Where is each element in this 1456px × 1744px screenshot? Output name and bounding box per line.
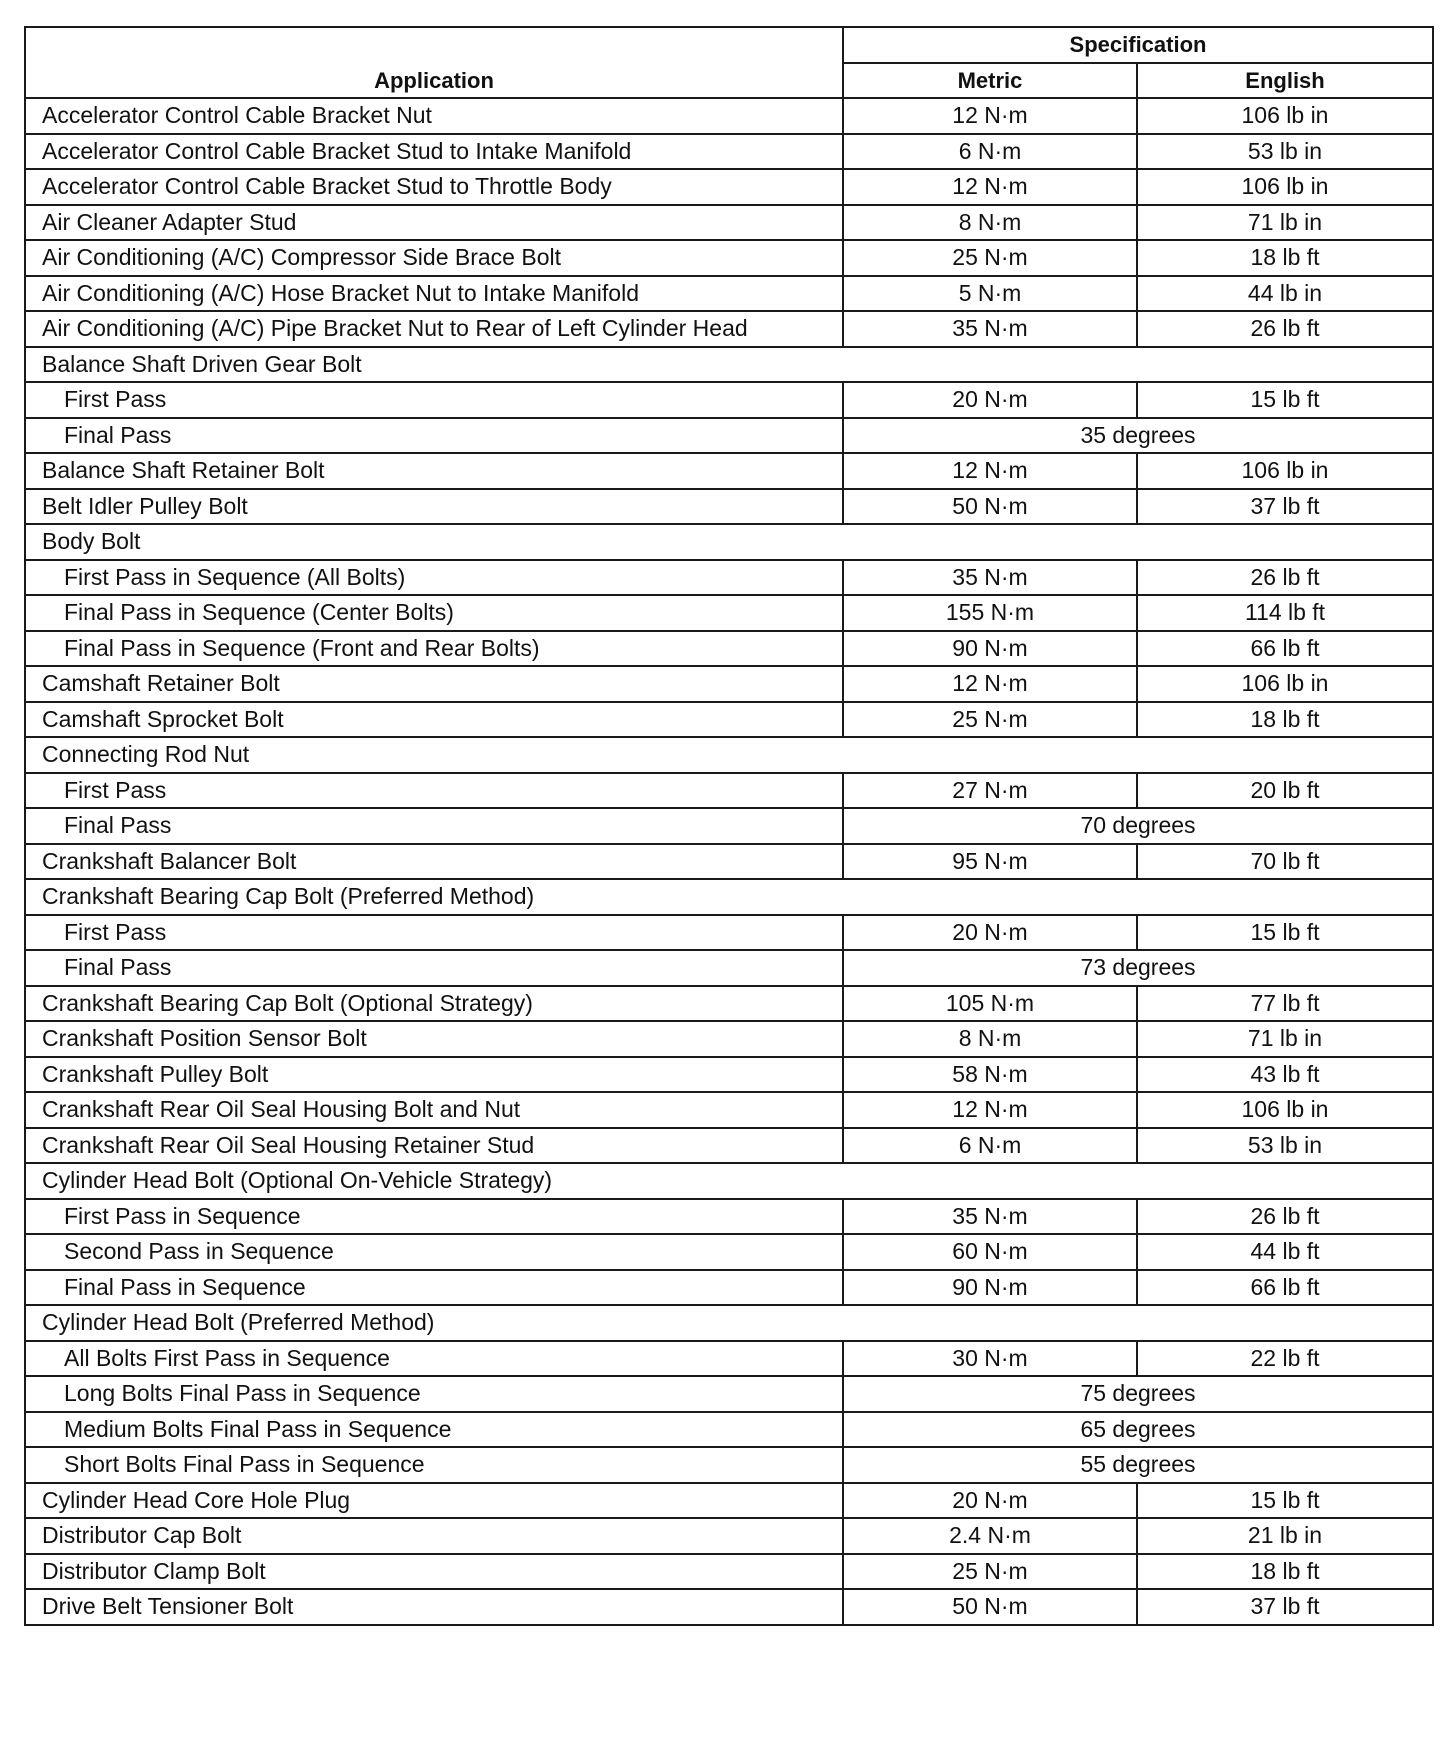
metric-cell: 95 N·m xyxy=(843,844,1137,880)
table-group-row xyxy=(25,1163,1433,1199)
application-cell: Final Pass in Sequence xyxy=(25,1270,843,1306)
english-cell: 26 lb ft xyxy=(1137,560,1433,596)
application-cell: Cylinder Head Core Hole Plug xyxy=(25,1483,843,1519)
metric-cell: 6 N·m xyxy=(843,134,1137,170)
english-cell: 26 lb ft xyxy=(1137,311,1433,347)
application-cell: Belt Idler Pulley Bolt xyxy=(25,489,843,525)
english-cell: 106 lb in xyxy=(1137,666,1433,702)
application-cell: Second Pass in Sequence xyxy=(25,1234,843,1270)
metric-cell: 12 N·m xyxy=(843,169,1137,205)
metric-cell: 90 N·m xyxy=(843,631,1137,667)
application-cell: Medium Bolts Final Pass in Sequence xyxy=(25,1412,843,1448)
application-cell: Accelerator Control Cable Bracket Stud to Intake Manifold xyxy=(25,134,843,170)
table-row xyxy=(25,1518,1433,1554)
metric-cell: 35 N·m xyxy=(843,1199,1137,1235)
application-cell: Crankshaft Position Sensor Bolt xyxy=(25,1021,843,1057)
metric-cell: 20 N·m xyxy=(843,382,1137,418)
table-row xyxy=(25,986,1433,1022)
metric-cell: 12 N·m xyxy=(843,1092,1137,1128)
application-cell: Accelerator Control Cable Bracket Nut xyxy=(25,98,843,134)
table-sub-row xyxy=(25,1412,1433,1448)
english-cell: 114 lb ft xyxy=(1137,595,1433,631)
english-cell: 20 lb ft xyxy=(1137,773,1433,809)
table-row xyxy=(25,1589,1433,1625)
metric-cell: 50 N·m xyxy=(843,1589,1137,1625)
metric-cell: 25 N·m xyxy=(843,702,1137,738)
table-sub-row xyxy=(25,560,1433,596)
application-cell: Crankshaft Pulley Bolt xyxy=(25,1057,843,1093)
angle-spec-cell: 70 degrees xyxy=(843,808,1433,844)
table-sub-row xyxy=(25,631,1433,667)
angle-spec-cell: 73 degrees xyxy=(843,950,1433,986)
metric-cell: 20 N·m xyxy=(843,1483,1137,1519)
table-group-row xyxy=(25,1305,1433,1341)
metric-cell: 20 N·m xyxy=(843,915,1137,951)
english-cell: 106 lb in xyxy=(1137,453,1433,489)
table-sub-row xyxy=(25,1270,1433,1306)
application-cell: Short Bolts Final Pass in Sequence xyxy=(25,1447,843,1483)
application-cell: Camshaft Sprocket Bolt xyxy=(25,702,843,738)
group-label: Balance Shaft Driven Gear Bolt xyxy=(25,347,1433,383)
application-cell: Distributor Cap Bolt xyxy=(25,1518,843,1554)
table-row xyxy=(25,1021,1433,1057)
table-row xyxy=(25,311,1433,347)
application-cell: Final Pass xyxy=(25,950,843,986)
metric-cell: 58 N·m xyxy=(843,1057,1137,1093)
application-cell: Final Pass xyxy=(25,808,843,844)
english-cell: 26 lb ft xyxy=(1137,1199,1433,1235)
table-body xyxy=(25,98,1433,1625)
table-sub-row xyxy=(25,808,1433,844)
torque-specification-table xyxy=(24,26,1434,1626)
table-row xyxy=(25,205,1433,241)
application-cell: Drive Belt Tensioner Bolt xyxy=(25,1589,843,1625)
table-row xyxy=(25,1092,1433,1128)
english-cell: 18 lb ft xyxy=(1137,1554,1433,1590)
table-sub-row xyxy=(25,1341,1433,1377)
table-sub-row xyxy=(25,773,1433,809)
application-cell: Distributor Clamp Bolt xyxy=(25,1554,843,1590)
metric-cell: 35 N·m xyxy=(843,560,1137,596)
group-label: Connecting Rod Nut xyxy=(25,737,1433,773)
english-cell: 15 lb ft xyxy=(1137,915,1433,951)
application-cell: All Bolts First Pass in Sequence xyxy=(25,1341,843,1377)
group-label: Crankshaft Bearing Cap Bolt (Preferred Method) xyxy=(25,879,1433,915)
application-cell: Crankshaft Rear Oil Seal Housing Bolt and Nut xyxy=(25,1092,843,1128)
table-row xyxy=(25,169,1433,205)
table-row xyxy=(25,1128,1433,1164)
table-sub-row xyxy=(25,1199,1433,1235)
english-cell: 106 lb in xyxy=(1137,169,1433,205)
english-cell: 71 lb in xyxy=(1137,1021,1433,1057)
application-header: Application xyxy=(25,27,843,98)
english-cell: 53 lb in xyxy=(1137,1128,1433,1164)
table-group-row xyxy=(25,737,1433,773)
table-row xyxy=(25,134,1433,170)
table-sub-row xyxy=(25,418,1433,454)
metric-cell: 155 N·m xyxy=(843,595,1137,631)
metric-cell: 27 N·m xyxy=(843,773,1137,809)
application-cell: Air Conditioning (A/C) Pipe Bracket Nut to Rear of Left Cylinder Head xyxy=(25,311,843,347)
table-row xyxy=(25,240,1433,276)
metric-cell: 35 N·m xyxy=(843,311,1137,347)
metric-cell: 8 N·m xyxy=(843,1021,1137,1057)
application-cell: Air Conditioning (A/C) Compressor Side Brace Bolt xyxy=(25,240,843,276)
english-cell: 18 lb ft xyxy=(1137,240,1433,276)
english-cell: 44 lb ft xyxy=(1137,1234,1433,1270)
application-cell: Final Pass xyxy=(25,418,843,454)
english-cell: 70 lb ft xyxy=(1137,844,1433,880)
table-row xyxy=(25,276,1433,312)
application-cell: Crankshaft Bearing Cap Bolt (Optional Strategy) xyxy=(25,986,843,1022)
english-cell: 43 lb ft xyxy=(1137,1057,1433,1093)
table-sub-row xyxy=(25,915,1433,951)
table-group-row xyxy=(25,879,1433,915)
metric-cell: 60 N·m xyxy=(843,1234,1137,1270)
application-cell: Accelerator Control Cable Bracket Stud to Throttle Body xyxy=(25,169,843,205)
english-cell: 53 lb in xyxy=(1137,134,1433,170)
metric-cell: 90 N·m xyxy=(843,1270,1137,1306)
table-row xyxy=(25,844,1433,880)
group-label: Cylinder Head Bolt (Optional On-Vehicle Strategy) xyxy=(25,1163,1433,1199)
metric-cell: 50 N·m xyxy=(843,489,1137,525)
table-sub-row xyxy=(25,950,1433,986)
english-cell: 66 lb ft xyxy=(1137,1270,1433,1306)
table-group-row xyxy=(25,524,1433,560)
application-cell: Final Pass in Sequence (Front and Rear Bolts) xyxy=(25,631,843,667)
table-row xyxy=(25,1554,1433,1590)
angle-spec-cell: 75 degrees xyxy=(843,1376,1433,1412)
english-cell: 106 lb in xyxy=(1137,98,1433,134)
application-cell: Crankshaft Balancer Bolt xyxy=(25,844,843,880)
english-header: English xyxy=(1137,63,1433,99)
metric-cell: 6 N·m xyxy=(843,1128,1137,1164)
english-cell: 37 lb ft xyxy=(1137,1589,1433,1625)
table-row xyxy=(25,702,1433,738)
application-cell: Long Bolts Final Pass in Sequence xyxy=(25,1376,843,1412)
table-row xyxy=(25,98,1433,134)
english-cell: 22 lb ft xyxy=(1137,1341,1433,1377)
english-cell: 44 lb in xyxy=(1137,276,1433,312)
application-cell: First Pass xyxy=(25,382,843,418)
english-cell: 18 lb ft xyxy=(1137,702,1433,738)
group-label: Cylinder Head Bolt (Preferred Method) xyxy=(25,1305,1433,1341)
table-sub-row xyxy=(25,1447,1433,1483)
header-row-top xyxy=(25,27,1433,63)
application-cell: First Pass xyxy=(25,915,843,951)
table-row xyxy=(25,489,1433,525)
table-row xyxy=(25,1057,1433,1093)
angle-spec-cell: 35 degrees xyxy=(843,418,1433,454)
metric-cell: 25 N·m xyxy=(843,1554,1137,1590)
specification-header: Specification xyxy=(843,27,1433,63)
english-cell: 15 lb ft xyxy=(1137,1483,1433,1519)
english-cell: 66 lb ft xyxy=(1137,631,1433,667)
metric-cell: 8 N·m xyxy=(843,205,1137,241)
table-sub-row xyxy=(25,595,1433,631)
metric-cell: 12 N·m xyxy=(843,453,1137,489)
table-sub-row xyxy=(25,382,1433,418)
metric-cell: 105 N·m xyxy=(843,986,1137,1022)
metric-header: Metric xyxy=(843,63,1137,99)
application-cell: First Pass in Sequence xyxy=(25,1199,843,1235)
table-row xyxy=(25,666,1433,702)
application-cell: Balance Shaft Retainer Bolt xyxy=(25,453,843,489)
table-sub-row xyxy=(25,1234,1433,1270)
table-row xyxy=(25,453,1433,489)
angle-spec-cell: 65 degrees xyxy=(843,1412,1433,1448)
metric-cell: 2.4 N·m xyxy=(843,1518,1137,1554)
group-label: Body Bolt xyxy=(25,524,1433,560)
application-cell: Camshaft Retainer Bolt xyxy=(25,666,843,702)
metric-cell: 12 N·m xyxy=(843,98,1137,134)
metric-cell: 12 N·m xyxy=(843,666,1137,702)
english-cell: 37 lb ft xyxy=(1137,489,1433,525)
table-group-row xyxy=(25,347,1433,383)
application-cell: Air Cleaner Adapter Stud xyxy=(25,205,843,241)
application-cell: First Pass xyxy=(25,773,843,809)
application-cell: Final Pass in Sequence (Center Bolts) xyxy=(25,595,843,631)
application-cell: Crankshaft Rear Oil Seal Housing Retainer Stud xyxy=(25,1128,843,1164)
english-cell: 15 lb ft xyxy=(1137,382,1433,418)
metric-cell: 5 N·m xyxy=(843,276,1137,312)
english-cell: 21 lb in xyxy=(1137,1518,1433,1554)
english-cell: 71 lb in xyxy=(1137,205,1433,241)
table-row xyxy=(25,1483,1433,1519)
angle-spec-cell: 55 degrees xyxy=(843,1447,1433,1483)
application-cell: First Pass in Sequence (All Bolts) xyxy=(25,560,843,596)
metric-cell: 25 N·m xyxy=(843,240,1137,276)
english-cell: 106 lb in xyxy=(1137,1092,1433,1128)
table-sub-row xyxy=(25,1376,1433,1412)
english-cell: 77 lb ft xyxy=(1137,986,1433,1022)
metric-cell: 30 N·m xyxy=(843,1341,1137,1377)
application-cell: Air Conditioning (A/C) Hose Bracket Nut to Intake Manifold xyxy=(25,276,843,312)
table-header xyxy=(25,27,1433,98)
